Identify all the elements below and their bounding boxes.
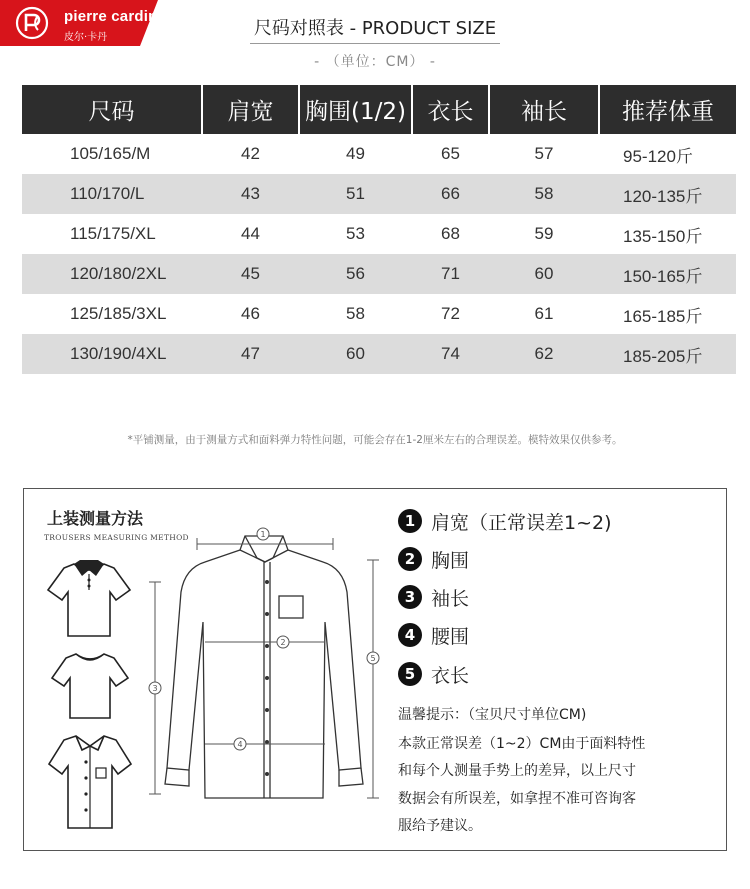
table-cell: 135-150斤: [623, 226, 703, 246]
table-cell: 74: [412, 334, 489, 374]
title-divider: [250, 43, 500, 44]
measure-item-chest: [398, 546, 469, 572]
size-table: [22, 85, 736, 374]
polo-shirt-icon: [44, 556, 134, 640]
table-row: [22, 254, 736, 294]
column-header: 袖长: [489, 85, 599, 134]
table-cell: 60: [489, 254, 599, 294]
measurement-note: *平铺测量，由于测量方式和面料弹力特性问题，可能会存在1-2厘米左右的合理误差。模特效果仅供参考。: [127, 434, 623, 446]
tip-line: 温馨提示：（宝贝尺寸单位CM): [398, 707, 587, 723]
diagram-marker: 3: [152, 684, 158, 693]
table-cell: 120/180/2XL: [22, 254, 202, 294]
diagram-marker: 1: [260, 530, 266, 539]
table-cell: 51: [299, 174, 412, 214]
table-cell: 46: [241, 304, 260, 323]
measure-item-waist: [398, 622, 469, 648]
table-cell: 58: [489, 174, 599, 214]
measure-item-label: 衣长: [431, 664, 470, 687]
table-cell: 125/185/3XL: [70, 304, 167, 323]
number-badge-icon: 4: [398, 623, 422, 647]
number-badge-icon: 3: [398, 585, 422, 609]
table-cell: 45: [202, 254, 299, 294]
column-header: 肩宽: [202, 85, 299, 134]
table-cell: 150-165斤: [599, 254, 736, 294]
diagram-marker: 2: [280, 638, 286, 647]
measure-item-label: 肩宽（正常误差1~2): [431, 511, 612, 534]
table-cell: 68: [441, 224, 460, 243]
tip-line: 本款正常误差（1~2）CM由于面料特性: [398, 736, 646, 752]
table-cell: 71: [412, 254, 489, 294]
number-badge-icon: 2: [398, 547, 422, 571]
shirt-measure-diagram: [145, 522, 385, 814]
table-cell: 43: [202, 174, 299, 214]
table-cell: 66: [412, 174, 489, 214]
table-cell: 115/175/XL: [70, 224, 156, 243]
tip-line: 服给予建议。: [398, 818, 482, 834]
unit-label: - （单位：CM） -: [314, 54, 436, 70]
measure-item-label: 袖长: [431, 587, 470, 610]
tip-line: 数据会有所误差，如拿捏不准可咨询客: [398, 791, 636, 807]
table-cell: 110/170/L: [22, 174, 202, 214]
table-cell: 95-120斤: [623, 146, 693, 166]
table-row: [22, 334, 736, 374]
table-cell: 120-135斤: [599, 174, 736, 214]
measure-item-label: 腰围: [431, 625, 470, 648]
table-cell: 60: [299, 334, 412, 374]
column-header: 胸围(1/2): [299, 85, 412, 134]
table-cell: 185-205斤: [599, 334, 736, 374]
table-cell: 44: [241, 224, 260, 243]
page-title: 尺码对照表 - PRODUCT SIZE: [253, 18, 497, 39]
table-cell: 47: [202, 334, 299, 374]
table-cell: 62: [489, 334, 599, 374]
table-cell: 57: [534, 144, 554, 163]
table-cell: 42: [241, 144, 260, 163]
diagram-marker: 5: [370, 654, 376, 663]
tshirt-icon: [50, 648, 130, 722]
measuring-method-title: 上装测量方法: [47, 509, 144, 528]
column-header: 推荐体重: [599, 85, 736, 134]
table-cell: 72: [441, 304, 460, 323]
column-header: 尺码: [22, 85, 202, 134]
number-badge-icon: 5: [398, 662, 422, 686]
table-row: [22, 294, 736, 334]
column-header: 衣长: [412, 85, 489, 134]
measure-item-length: [398, 661, 469, 687]
table-cell: 65: [441, 144, 460, 163]
table-cell: 61: [534, 304, 554, 323]
brand-name-cn: 皮尔·卡丹: [64, 32, 108, 43]
brand-name: pierre cardin: [64, 8, 158, 25]
measure-item-shoulder: [398, 508, 612, 534]
table-cell: 53: [346, 224, 365, 243]
table-header-row: [22, 85, 736, 134]
table-cell: 105/165/M: [70, 144, 151, 163]
table-cell: 58: [346, 304, 365, 323]
table-cell: 130/190/4XL: [22, 334, 202, 374]
tip-line: 和每个人测量手势上的差异，以上尺寸: [398, 763, 636, 779]
table-row: [22, 174, 736, 214]
button-shirt-icon: [46, 728, 134, 832]
table-cell: 59: [534, 224, 554, 243]
measuring-method-subtitle: TROUSERS MEASURING METHOD: [44, 533, 189, 542]
table-row: [22, 134, 736, 174]
table-cell: 165-185斤: [623, 306, 703, 326]
table-cell: 56: [299, 254, 412, 294]
table-cell: 49: [346, 144, 365, 163]
table-row: [22, 214, 736, 254]
number-badge-icon: 1: [398, 509, 422, 533]
diagram-marker: 4: [237, 740, 243, 749]
measure-item-label: 胸围: [431, 549, 470, 572]
measure-item-sleeve: [398, 584, 469, 610]
